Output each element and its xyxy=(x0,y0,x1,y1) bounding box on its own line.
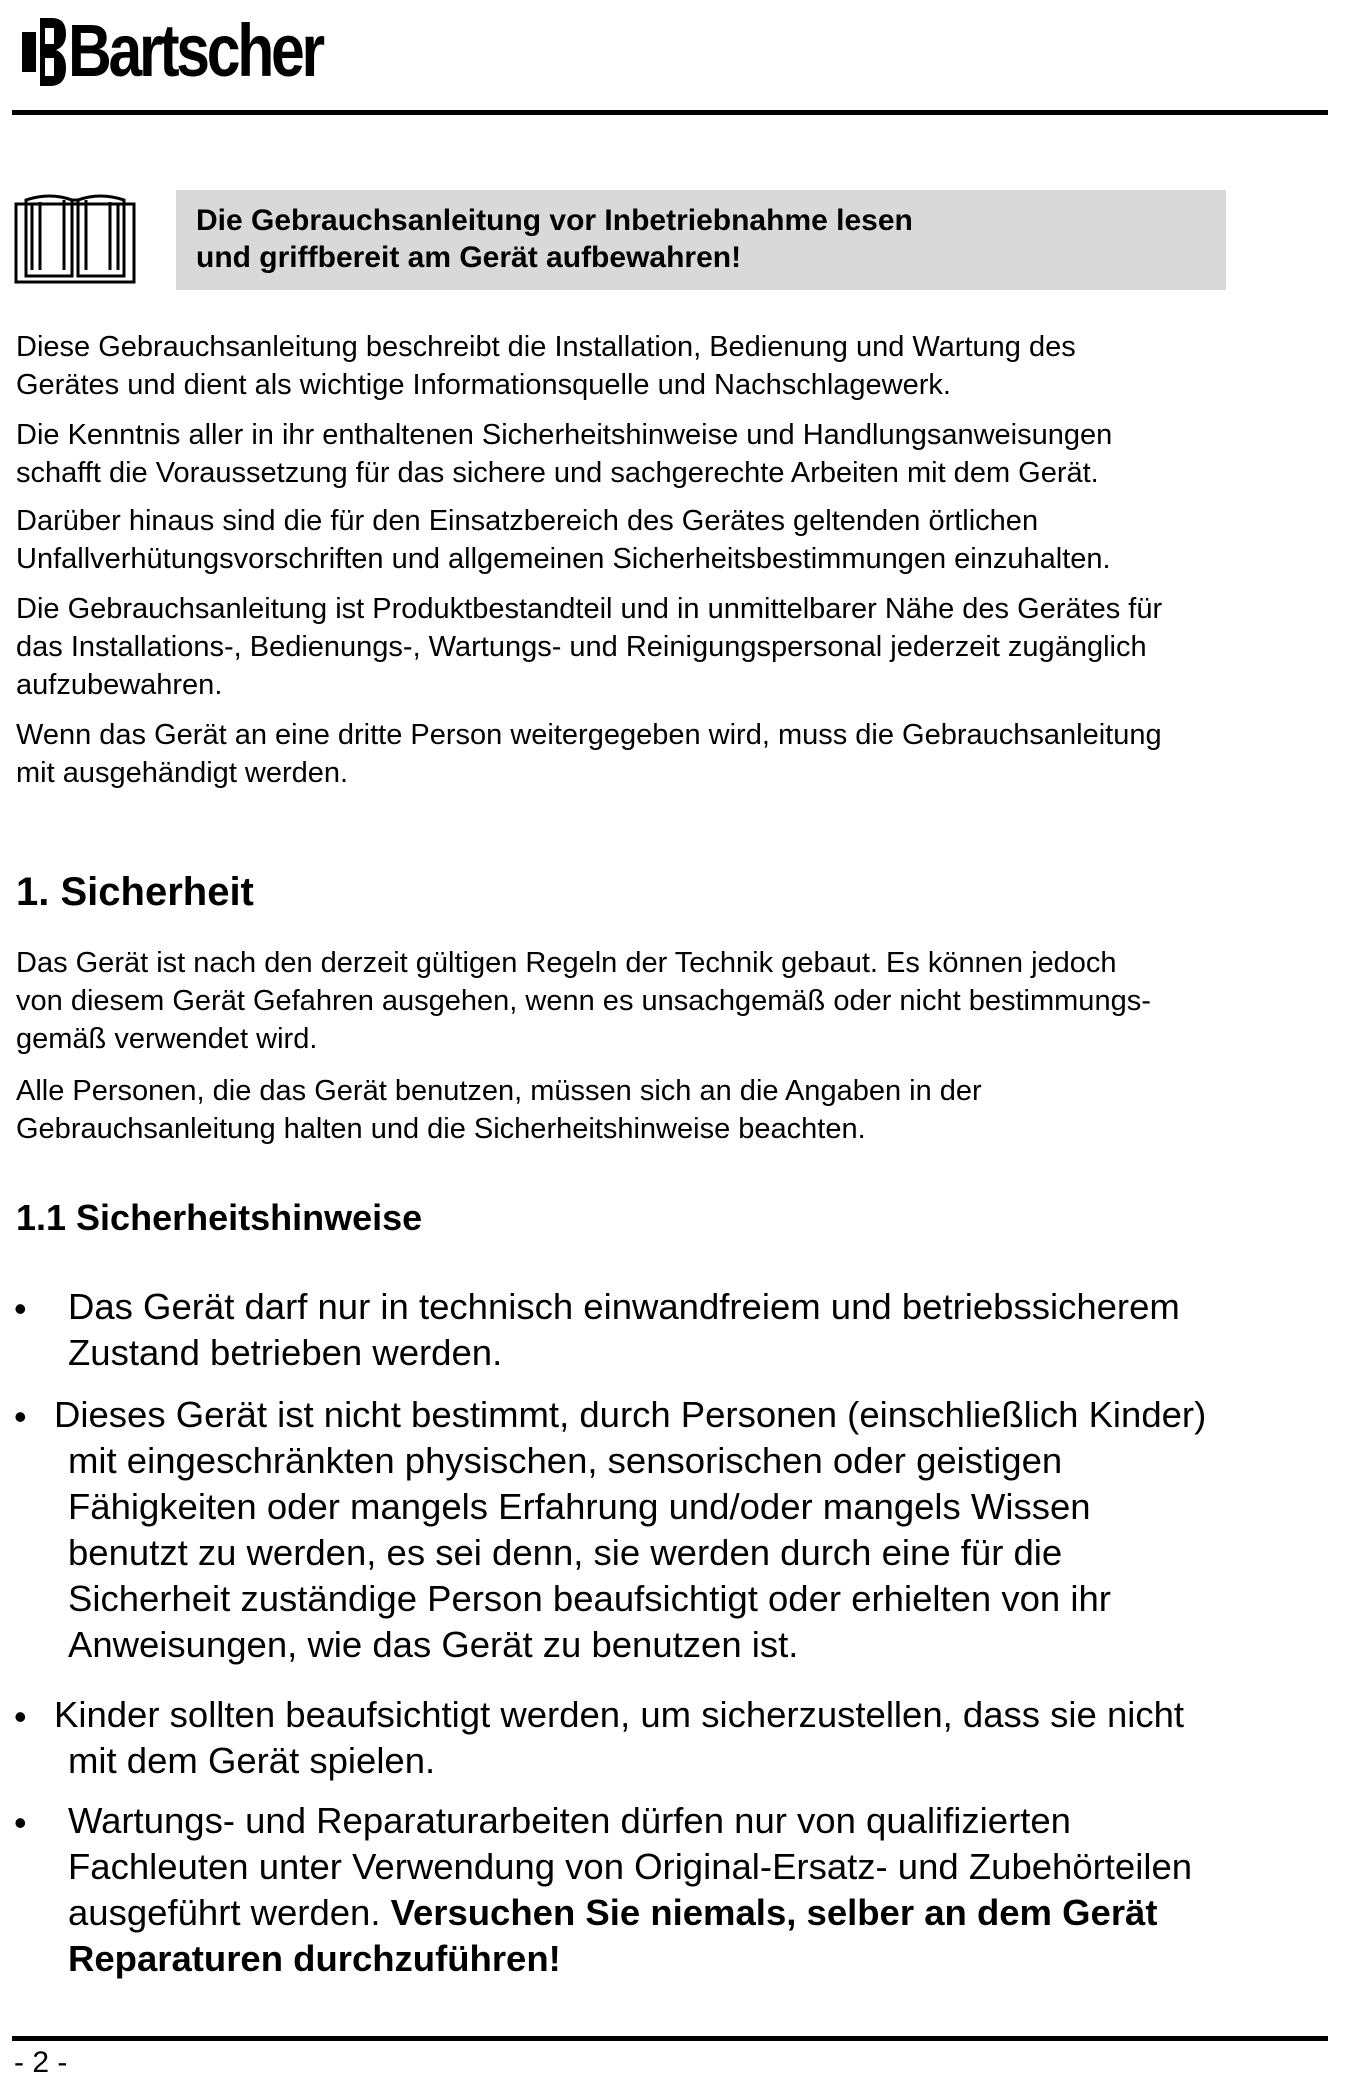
text-line xyxy=(68,1936,1338,1982)
text-line: aufzubewahren. xyxy=(16,669,223,701)
text-line: Das Gerät darf nur in technisch einwandfreiem und betriebssicherem xyxy=(68,1286,1180,1327)
notice-box xyxy=(176,190,1226,290)
text-line: Das Gerät ist nach den derzeit gültigen Regeln der Technik gebaut. Es können jedoch xyxy=(16,947,1117,979)
subsection-heading: 1.1 Sicherheitshinweise xyxy=(16,1197,423,1238)
text-line: Wartungs- und Reparaturarbeiten dürfen nur von qualifizierten xyxy=(68,1800,1071,1841)
text-line: mit ausgehändigt werden. xyxy=(16,757,349,789)
text-line: Sicherheit zuständige Person beaufsichtigt oder erhielten von ihr xyxy=(68,1578,1111,1619)
intro-paragraph-5 xyxy=(16,716,1334,792)
text-line: Gebrauchsanleitung halten und die Sicherheitshinweise beachten. xyxy=(16,1113,866,1145)
brand-name: Bartscher xyxy=(68,9,322,92)
bullet-item-3 xyxy=(54,1692,1338,1784)
text-line: schafft die Voraussetzung für das sichere und sachgerechte Arbeiten mit dem Gerät. xyxy=(16,457,1099,489)
notice-line-2: und griffbereit am Gerät aufbewahren! xyxy=(196,241,742,274)
bullet-marker: • xyxy=(14,1288,27,1329)
bullet-marker: • xyxy=(14,1696,27,1737)
text-line: von diesem Gerät Gefahren ausgehen, wenn es unsachgemäß oder nicht bestimmungs- xyxy=(16,985,1151,1017)
header-rule xyxy=(12,110,1328,115)
brand-logo xyxy=(22,6,378,96)
intro-paragraph-2 xyxy=(16,416,1334,492)
bullet-item-4 xyxy=(68,1798,1338,1982)
text-line: Wenn das Gerät an eine dritte Person weitergegeben wird, muss die Gebrauchsanleitung xyxy=(16,719,1162,751)
text-line: Fachleuten unter Verwendung von Original-Ersatz- und Zubehörteilen xyxy=(68,1846,1193,1887)
footer-rule xyxy=(12,2036,1328,2041)
logo-b-icon xyxy=(22,12,66,90)
open-book-icon xyxy=(14,190,136,286)
text-line: Diese Gebrauchsanleitung beschreibt die Installation, Bedienung und Wartung des xyxy=(16,331,1076,363)
text-line xyxy=(68,1890,1338,1936)
warning-text: Reparaturen durchzuführen! xyxy=(68,1938,561,1979)
page-number: - 2 - xyxy=(14,2046,68,2079)
bullet-marker: • xyxy=(14,1396,27,1437)
bullet-marker: • xyxy=(14,1802,27,1843)
section1-paragraph-2 xyxy=(16,1072,1334,1148)
notice-line-1: Die Gebrauchsanleitung vor Inbetriebnahme lesen xyxy=(196,204,913,237)
text-line: gemäß verwendet wird. xyxy=(16,1023,318,1055)
text-line: Kinder sollten beaufsichtigt werden, um sicherzustellen, dass sie nicht xyxy=(54,1694,1185,1735)
text-line: mit eingeschränkten physischen, sensorischen oder geistigen xyxy=(68,1440,1063,1481)
bullet-item-1 xyxy=(68,1284,1338,1376)
intro-paragraph-4 xyxy=(16,590,1334,704)
text-line: Unfallverhütungsvorschriften und allgemeinen Sicherheitsbestimmungen einzuhalten. xyxy=(16,543,1111,575)
text-line: Alle Personen, die das Gerät benutzen, müssen sich an die Angaben in der xyxy=(16,1075,982,1107)
text-line: Gerätes und dient als wichtige Informationsquelle und Nachschlagewerk. xyxy=(16,369,951,401)
text-line: Die Kenntnis aller in ihr enthaltenen Sicherheitshinweise und Handlungsanweisungen xyxy=(16,419,1113,451)
text-run: ausgeführt werden. xyxy=(68,1892,391,1933)
section1-paragraph-1 xyxy=(16,944,1334,1058)
intro-paragraph-1 xyxy=(16,328,1334,404)
text-line: benutzt zu werden, es sei denn, sie werden durch eine für die xyxy=(68,1532,1063,1573)
text-line: Dieses Gerät ist nicht bestimmt, durch Personen (einschließlich Kinder) xyxy=(54,1394,1207,1435)
text-line: mit dem Gerät spielen. xyxy=(68,1740,436,1781)
text-line: Die Gebrauchsanleitung ist Produktbestandteil und in unmittelbarer Nähe des Gerätes für xyxy=(16,593,1163,625)
warning-text: Versuchen Sie niemals, selber an dem Gerät xyxy=(390,1892,1158,1933)
intro-paragraph-3 xyxy=(16,502,1334,578)
text-line: Zustand betrieben werden. xyxy=(68,1332,503,1373)
section-heading: 1. Sicherheit xyxy=(16,870,254,914)
text-line: das Installations-, Bedienungs-, Wartungs- und Reinigungspersonal jederzeit zugänglich xyxy=(16,631,1147,663)
text-line: Darüber hinaus sind die für den Einsatzbereich des Gerätes geltenden örtlichen xyxy=(16,505,1039,537)
text-line: Fähigkeiten oder mangels Erfahrung und/oder mangels Wissen xyxy=(68,1486,1091,1527)
text-line: Anweisungen, wie das Gerät zu benutzen ist. xyxy=(68,1624,799,1665)
bullet-item-2 xyxy=(54,1392,1338,1668)
